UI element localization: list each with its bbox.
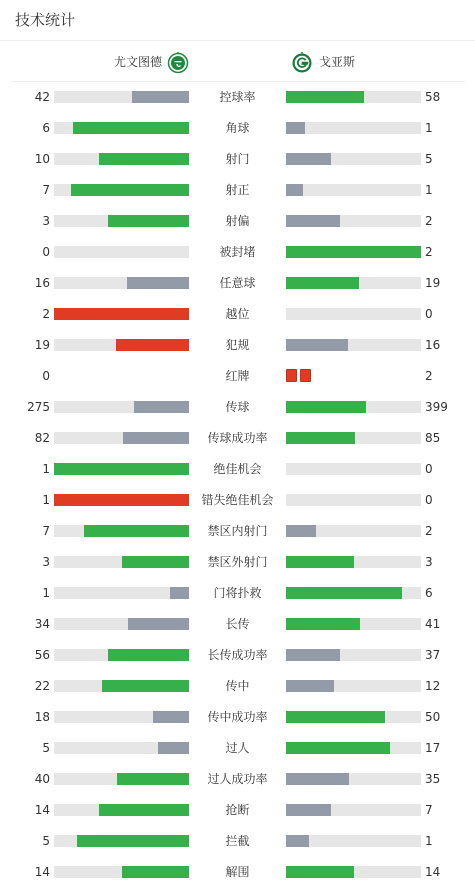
away-bar-fill (286, 804, 331, 816)
stat-row (0, 392, 475, 423)
home-value: 3 (42, 214, 50, 228)
stat-label: 传中成功率 (207, 710, 268, 724)
away-bar-track (286, 742, 421, 754)
stat-row (0, 764, 475, 795)
away-bar-track (286, 432, 421, 444)
away-bar-fill (286, 91, 364, 103)
home-value: 22 (34, 679, 50, 693)
stat-label: 控球率 (219, 90, 256, 104)
stat-label: 传球 (225, 400, 250, 414)
away-team-name: 戈亚斯 (319, 55, 356, 69)
away-bar-track (286, 587, 421, 599)
stat-label: 过人 (225, 741, 250, 755)
away-bar-track (286, 91, 421, 103)
stat-row (0, 516, 475, 547)
home-value: 40 (34, 772, 50, 786)
stat-row (0, 423, 475, 454)
away-value: 85 (425, 431, 441, 445)
away-value: 50 (425, 710, 441, 724)
home-bar-fill (170, 587, 189, 599)
home-value: 14 (34, 865, 50, 879)
away-bar-track (286, 649, 421, 661)
stat-row (0, 144, 475, 175)
away-value: 37 (425, 648, 441, 662)
home-bar-fill (54, 308, 189, 320)
home-value: 14 (34, 803, 50, 817)
stat-label: 任意球 (219, 276, 256, 290)
away-bar-track (286, 339, 421, 351)
stat-label: 长传 (225, 617, 250, 631)
away-value: 1 (425, 121, 433, 135)
stat-label: 长传成功率 (207, 648, 268, 662)
away-bar-track (286, 680, 421, 692)
away-value: 0 (425, 462, 433, 476)
stat-label: 门将扑救 (213, 586, 262, 600)
stat-row (0, 454, 475, 485)
away-bar-fill (286, 246, 421, 258)
stat-label: 传中 (225, 679, 250, 693)
away-bar-fill (286, 432, 355, 444)
home-value: 82 (34, 431, 50, 445)
away-bar-track (286, 122, 421, 134)
away-bar-fill (286, 184, 303, 196)
stat-row (0, 640, 475, 671)
away-bar-fill (286, 556, 354, 568)
away-bar-track (286, 866, 421, 878)
red-card-icon (300, 369, 311, 382)
home-bar-track (54, 711, 189, 723)
stat-label: 越位 (225, 307, 250, 321)
stat-row (0, 361, 475, 392)
away-bar-track (286, 215, 421, 227)
stat-row (0, 206, 475, 237)
away-bar-track (286, 153, 421, 165)
away-bar-fill (286, 277, 359, 289)
stat-row (0, 795, 475, 826)
stat-label: 拦截 (225, 834, 250, 848)
away-bar-track (286, 277, 421, 289)
stat-row (0, 299, 475, 330)
away-bar-track (286, 556, 421, 568)
home-bar-track (54, 680, 189, 692)
stat-label: 绝佳机会 (213, 462, 262, 476)
home-bar-track (54, 277, 189, 289)
away-value: 41 (425, 617, 441, 631)
away-bar-fill (286, 680, 334, 692)
page-title: 技术统计 (15, 11, 76, 29)
away-value: 0 (425, 493, 433, 507)
away-bar-track (286, 618, 421, 630)
home-bar-track (54, 866, 189, 878)
home-team-name: 尤文图德 (113, 55, 162, 69)
home-bar-fill (153, 711, 189, 723)
home-value: 16 (34, 276, 50, 290)
stat-label: 解围 (225, 865, 250, 879)
home-bar-track (54, 246, 189, 258)
away-bar-track (286, 401, 421, 413)
goias-logo-icon (291, 51, 313, 73)
away-value: 7 (425, 803, 433, 817)
home-bar-track (54, 463, 189, 475)
away-value: 399 (425, 400, 448, 414)
home-bar-track (54, 835, 189, 847)
home-value: 0 (42, 245, 50, 259)
stat-label: 禁区内射门 (207, 524, 268, 538)
stat-label: 过人成功率 (207, 772, 268, 786)
away-bar-track (286, 835, 421, 847)
away-bar-track (286, 494, 421, 506)
stat-label: 红牌 (225, 369, 250, 383)
stat-label: 被封堵 (219, 245, 256, 259)
home-bar-track (54, 494, 189, 506)
home-value: 5 (42, 834, 50, 848)
home-bar-track (54, 804, 189, 816)
stat-row (0, 578, 475, 609)
stats-list (0, 82, 475, 888)
teams-header (0, 41, 475, 81)
home-bar-track (54, 649, 189, 661)
away-bar-fill (286, 649, 340, 661)
home-value: 18 (34, 710, 50, 724)
home-bar-track (54, 401, 189, 413)
away-value: 12 (425, 679, 441, 693)
away-bar-track (286, 463, 421, 475)
home-bar-fill (134, 401, 189, 413)
away-bar-fill (286, 618, 360, 630)
stat-label: 射门 (225, 152, 250, 166)
home-bar-fill (71, 184, 189, 196)
home-bar-fill (116, 339, 189, 351)
stat-row (0, 268, 475, 299)
juventude-logo-icon (167, 51, 189, 73)
stat-row (0, 237, 475, 268)
away-value: 2 (425, 524, 433, 538)
stat-label: 射偏 (225, 214, 250, 228)
away-bar-fill (286, 773, 349, 785)
home-value: 19 (34, 338, 50, 352)
home-value: 2 (42, 307, 50, 321)
stat-row (0, 733, 475, 764)
stat-row (0, 82, 475, 113)
home-bar-fill (122, 556, 190, 568)
home-value: 5 (42, 741, 50, 755)
home-bar-track (54, 184, 189, 196)
stat-row (0, 113, 475, 144)
home-bar-fill (158, 742, 189, 754)
away-value: 16 (425, 338, 441, 352)
stat-label: 抢断 (225, 803, 250, 817)
away-bar-fill (286, 339, 348, 351)
stat-row (0, 330, 475, 361)
stat-row (0, 609, 475, 640)
home-bar-fill (132, 91, 189, 103)
away-value: 58 (425, 90, 441, 104)
home-bar-fill (108, 649, 189, 661)
away-value: 19 (425, 276, 441, 290)
away-bar-fill (286, 153, 331, 165)
home-value: 0 (42, 369, 50, 383)
stat-row (0, 826, 475, 857)
away-value: 0 (425, 307, 433, 321)
home-bar-track (54, 525, 189, 537)
home-bar-track (54, 339, 189, 351)
home-bar-fill (54, 463, 189, 475)
home-value: 34 (34, 617, 50, 631)
stat-label: 射正 (225, 183, 250, 197)
away-value: 1 (425, 834, 433, 848)
home-team[interactable] (114, 51, 189, 73)
away-bar-fill (286, 215, 340, 227)
home-value: 1 (42, 586, 50, 600)
home-bar-fill (54, 494, 189, 506)
stat-row (0, 485, 475, 516)
home-bar-fill (123, 432, 189, 444)
home-bar-fill (102, 680, 189, 692)
away-value: 14 (425, 865, 441, 879)
away-value: 35 (425, 772, 441, 786)
stat-label: 禁区外射门 (207, 555, 268, 569)
away-bar-track (286, 246, 421, 258)
home-bar-track (54, 122, 189, 134)
away-bar-track (286, 308, 421, 320)
home-bar-track (54, 773, 189, 785)
home-value: 10 (34, 152, 50, 166)
home-value: 6 (42, 121, 50, 135)
away-bar-track (286, 804, 421, 816)
stat-row (0, 857, 475, 888)
home-bar-fill (128, 618, 189, 630)
red-card-icon (286, 369, 297, 382)
away-bar-fill (286, 866, 354, 878)
away-bar-track (286, 184, 421, 196)
home-bar-track (54, 91, 189, 103)
away-value: 2 (425, 369, 433, 383)
home-bar-fill (77, 835, 189, 847)
home-bar-track (54, 556, 189, 568)
home-bar-track (54, 618, 189, 630)
stat-row (0, 671, 475, 702)
home-bar-fill (99, 804, 189, 816)
home-bar-track (54, 215, 189, 227)
home-value: 1 (42, 462, 50, 476)
away-value: 3 (425, 555, 433, 569)
home-bar-track (54, 153, 189, 165)
home-bar-track (54, 432, 189, 444)
stat-label: 犯规 (225, 338, 250, 352)
home-value: 1 (42, 493, 50, 507)
away-bar-track (286, 525, 421, 537)
away-value: 2 (425, 245, 433, 259)
away-bar-fill (286, 742, 390, 754)
stat-label: 错失绝佳机会 (201, 493, 274, 507)
away-bar-fill (286, 835, 309, 847)
home-value: 7 (42, 524, 50, 538)
stat-row (0, 702, 475, 733)
home-value: 56 (34, 648, 50, 662)
away-team[interactable] (291, 51, 355, 73)
home-value: 275 (27, 400, 50, 414)
stat-row (0, 547, 475, 578)
home-bar-track (54, 587, 189, 599)
away-bar-fill (286, 401, 366, 413)
away-value: 5 (425, 152, 433, 166)
away-bar-fill (286, 587, 402, 599)
home-bar-fill (117, 773, 189, 785)
away-bar-fill (286, 525, 316, 537)
away-value: 2 (425, 214, 433, 228)
home-value: 42 (34, 90, 50, 104)
stat-label: 角球 (225, 121, 250, 135)
home-bar-track (54, 308, 189, 320)
away-value: 1 (425, 183, 433, 197)
home-bar-fill (99, 153, 189, 165)
home-bar-fill (108, 215, 189, 227)
away-red-cards (286, 369, 311, 382)
home-value: 3 (42, 555, 50, 569)
away-value: 6 (425, 586, 433, 600)
away-bar-fill (286, 122, 305, 134)
home-bar-fill (127, 277, 189, 289)
home-bar-track (54, 742, 189, 754)
home-bar-fill (122, 866, 190, 878)
away-value: 17 (425, 741, 441, 755)
away-bar-track (286, 711, 421, 723)
away-bar-fill (286, 711, 385, 723)
home-value: 7 (42, 183, 50, 197)
stat-label: 传球成功率 (207, 431, 268, 445)
away-bar-track (286, 773, 421, 785)
home-bar-fill (84, 525, 189, 537)
stat-row (0, 175, 475, 206)
home-bar-fill (73, 122, 189, 134)
